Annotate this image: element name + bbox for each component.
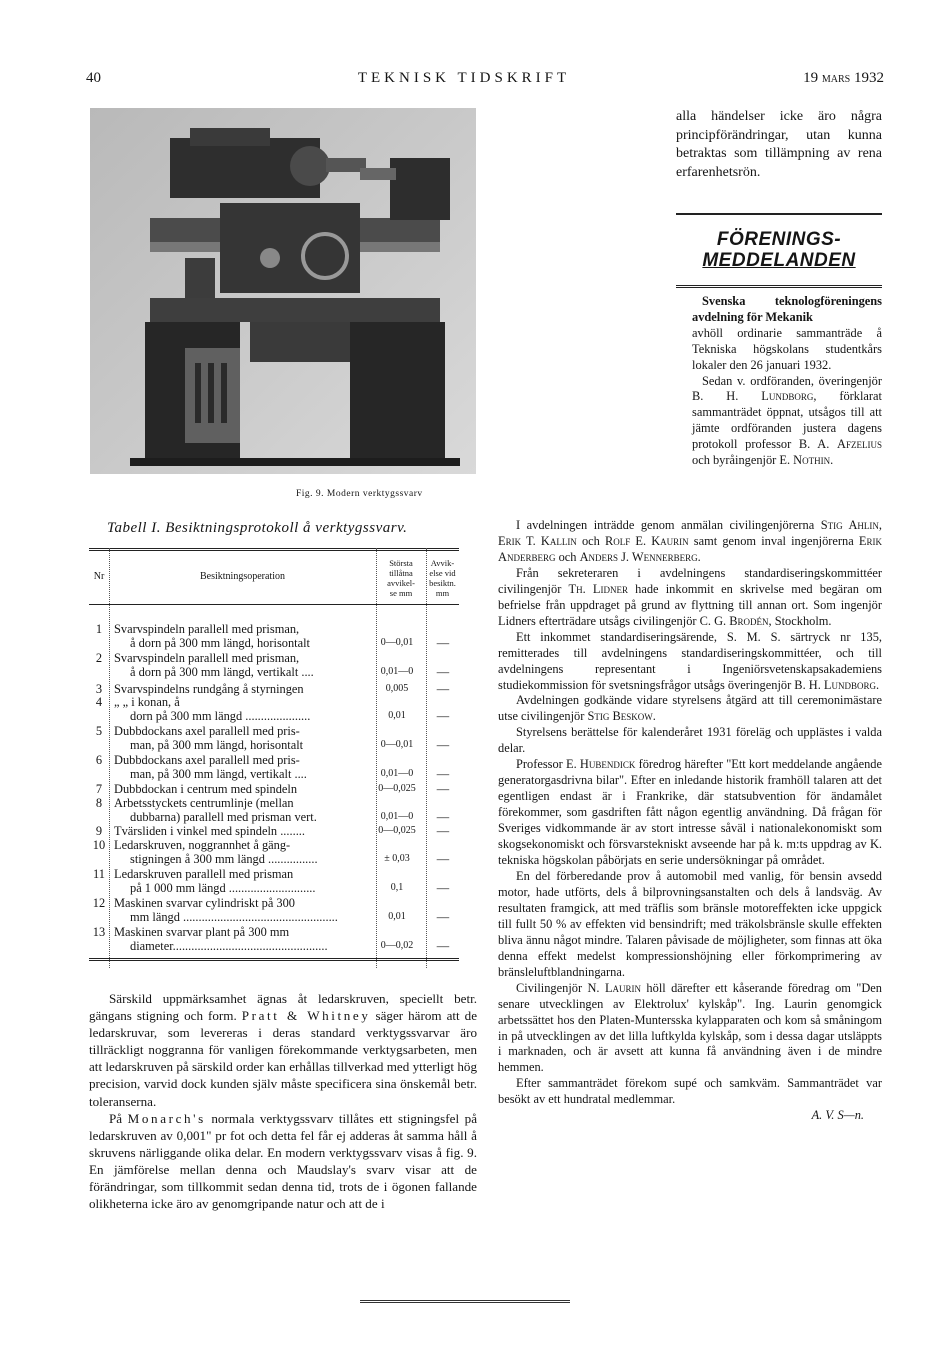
row-number: 9 — [95, 824, 103, 838]
paragraph: Efter sammanträdet förekom supé och samkväm. Sammanträdet var besökt av ett hundratal medlemmar. — [498, 1076, 882, 1107]
person-name: Stig Ahlin, Erik T. Kallin — [498, 518, 882, 548]
header-dev-line: else vid — [429, 568, 456, 578]
tolerance-value: 0,01 — [388, 710, 406, 722]
deviation-value: — — [436, 810, 450, 825]
company-name: Pratt & Whitney — [241, 1008, 371, 1024]
inspection-table — [89, 548, 459, 968]
issue-date — [803, 70, 884, 87]
text-run: hade inkommit en skrivelse med begäran om befrielse från uppdraget på grund av flyttning till annan ort. Som ingenjör Lidners efterträdare utsågs civilingenjör C. G. — [498, 581, 882, 628]
text-run: Särskild uppmärksamhet ägnas åt ledarskruven, speciellt betr. gängans stigning och form. — [89, 991, 477, 1024]
row-operation — [114, 824, 376, 838]
closing-rule — [360, 1300, 570, 1303]
deviation-value: — — [436, 910, 450, 925]
header-tolerance — [376, 558, 426, 598]
text-run: Från sekreteraren i avdelningens standardiseringskommittéer civilingenjör — [498, 565, 882, 596]
section-heading-line: MEDDELANDEN — [702, 250, 856, 271]
tolerance-value: 0—0,025 — [378, 783, 416, 794]
operation-line: Svarvspindelns rundgång å styrningen — [114, 682, 304, 696]
lathe-photo — [90, 108, 476, 474]
deviation-value: — — [436, 709, 450, 724]
header-tol-line: Största — [389, 558, 413, 568]
operation-line: stigningen å 300 mm längd ................ — [130, 852, 318, 867]
header-tol-line: tillåtna — [389, 568, 413, 578]
figure-caption: Fig. 9. Modern verktygssvarv — [296, 489, 423, 499]
operation-line: Dubbdockans axel parallell med pris- — [114, 724, 300, 738]
person-name: Nothin. — [793, 453, 834, 468]
tolerance-value: 0—0,01 — [380, 637, 414, 649]
tolerance-value: 0,005 — [385, 683, 409, 694]
row-operation — [114, 622, 376, 651]
operation-line: Ledarskruven parallell med prisman — [114, 867, 294, 881]
date-year: 1932 — [854, 70, 884, 86]
row-number: 13 — [92, 925, 106, 939]
text-run: Stockholm. — [774, 613, 832, 628]
operation-line: Arbetsstyckets centrumlinje (mellan — [114, 796, 294, 810]
tolerance-value: 0,01 — [388, 911, 406, 923]
person-name: Brodén, — [729, 613, 772, 628]
row-operation — [114, 651, 376, 680]
operation-line: man, på 300 mm längd, vertikalt .... — [130, 767, 307, 782]
text-run: samt genom inval ingenjörerna — [693, 533, 854, 548]
row-operation — [114, 896, 376, 925]
paragraph — [498, 630, 882, 694]
row-number: 3 — [95, 682, 103, 696]
paragraph: En del förberedande prov å automobil med vanlig, för bensin avsedd motor, hade utförts, dels å bilprovningsanstalten och dels å landsväg. Av resultaten framgick, att med träflis som bränsle motoreffekten icke uppgick till fullt 50 % av effekten vid bensindrift; med träkolsbränsle skulle effekten bliva ännu något mindre. Talaren påvisade de möjligheter, som finnas att öka denna effekt medelst kompressionshöjning eller förkomprimering av bränsleluftblandningarna. — [498, 868, 882, 979]
header-tol-line: se mm — [389, 588, 413, 598]
person-name: Hubendick — [579, 757, 636, 772]
text-run: höll därefter ett kåserande föredrag om "Den senare utvecklingen av Elektrolux' kylskåp". Ing. Laurin genomgick arbetssättet hos den Platen-Muntersska kylapparaten och kom så småningom in på utvecklingen av det lilla luftkylda kylskåp, som i dessa dagar utsläppts i marknaden, och är avsett att kunna få användning även i de mindre hemmen. — [498, 980, 882, 1075]
deviation-value: — — [436, 881, 450, 896]
section-heading — [676, 229, 882, 271]
operation-line: Dubbdockans axel parallell med pris- — [114, 753, 300, 767]
header-nr: Nr — [93, 571, 105, 582]
operation-line: mm längd .................................................. — [130, 910, 338, 925]
deviation-value: — — [436, 682, 450, 696]
header-dev-line: Avvik- — [430, 558, 455, 568]
tolerance-value: 0—0,01 — [380, 739, 414, 751]
operation-line: dubbarna) parallell med prisman vert. — [130, 810, 317, 825]
operation-line: på 1 000 mm längd ............................ — [130, 881, 316, 896]
row-operation — [114, 782, 376, 796]
person-name: Anders J. Wennerberg. — [579, 549, 701, 564]
row-operation — [114, 724, 376, 753]
header-operation: Besiktningsoperation — [200, 571, 285, 582]
section-heading-line: FÖRENINGS- — [716, 229, 842, 250]
paragraph — [498, 981, 882, 1077]
text-run: och — [581, 533, 600, 548]
row-number: 12 — [92, 896, 106, 910]
row-operation — [114, 796, 376, 825]
header-dev-line: mm — [435, 588, 450, 598]
row-number: 10 — [92, 838, 106, 852]
text-run: I avdelningen inträdde genom anmälan civilingenjörerna — [516, 518, 815, 532]
row-operation — [114, 867, 376, 896]
tolerance-value: 0,1 — [390, 882, 404, 894]
page-number: 40 — [86, 70, 101, 86]
tolerance-value: 0,01—0 — [380, 811, 414, 823]
deviation-value: — — [436, 738, 450, 753]
tolerance-value: ± 0,03 — [384, 853, 410, 865]
operation-line: diameter.................................................. — [130, 939, 328, 954]
operation-line: Tvärsliden i vinkel med spindeln ........ — [114, 824, 305, 838]
tolerance-value: 0,01—0 — [380, 768, 414, 780]
company-name: Monarch's — [127, 1110, 206, 1126]
header-deviation — [426, 558, 459, 598]
row-number: 7 — [95, 782, 103, 796]
society-notice — [692, 294, 882, 469]
paragraph: avhöll ordinarie sammanträde å Tekniska högskolans studentkårs lokaler den 26 januari 1932. — [692, 325, 882, 372]
deviation-value: — — [436, 782, 450, 796]
text-run: På — [109, 1110, 123, 1126]
meeting-report — [498, 518, 882, 1124]
date-month: mars — [821, 71, 851, 86]
person-name: Erik Anderberg — [498, 533, 882, 564]
table-title: Tabell I. Besiktningsprotokoll å verktygssvarv. — [107, 520, 408, 536]
row-operation — [114, 925, 376, 954]
row-number: 1 — [95, 622, 103, 636]
tolerance-value: 0,01—0 — [380, 666, 414, 678]
text-run: föredrog härefter "Ett kort meddelande angående generatorgasdrivna bilar". Efter en inledande historik framhöll talaren att det egentligen endast är i Frankrike, där statsubvention för ändamålet förekommer, som gasdriften fått någon egentlig användning. Då frågan för Sveriges vidkommande är av stort intresse såväl i nationalekonomiskt som skogsekonomiskt och försvarstekniskt avseende har på k. m:ts uppdrag av K. tekniska högskolan påbörjats en serie undersökningar på området. — [498, 757, 882, 868]
text-run: Sedan v. ordföranden, överingenjör B. H. — [692, 373, 882, 404]
row-number: 5 — [95, 724, 103, 738]
person-name: Th. Lidner — [568, 581, 628, 596]
deviation-value: — — [436, 767, 450, 782]
deviation-value: — — [436, 824, 450, 838]
operation-line: „ „ i konan, å — [114, 695, 180, 709]
person-name: Rolf E. Kaurin — [604, 533, 689, 548]
paragraph: Styrelsens berättelse för kalenderåret 1931 föreläg och upplästes i valda delar. — [498, 725, 882, 756]
text-run: Professor E. — [516, 757, 577, 772]
paragraph — [89, 990, 477, 1110]
operation-line: å dorn på 300 mm längd, vertikalt .... — [130, 665, 314, 680]
text-run: normala verktygssvarv tillåtes ett stigningsfel på ledarskruven av 0,001" pr fot och detta fel får ej adderas åt samma håll å skruvens närliggande olika delar. En modern verktygssvarv visas å fig. 9. En jämförelse mellan denna och Maudslay's svarv visar att de förändringar, som tillkommit sedan denna tid, trots de i ögonen fallande olikheterna icke äro av genomgripande natur och att de i — [89, 1110, 478, 1212]
header-dev-line: besiktn. — [429, 578, 456, 588]
text-run: förklarat sammanträdet öppnat, utsågos till att jämte ordföranden justera dagens protokoll professor B. A. — [692, 389, 882, 452]
paragraph — [498, 518, 882, 566]
deviation-value: — — [436, 636, 450, 651]
text-run: Civilingenjör N. — [516, 980, 600, 995]
notice-lead: Svenska teknologföreningens avdelning för Mekanik — [692, 294, 882, 324]
text-run: Avdelningen godkände vidare styrelsens åtgärd att till ceremonimästare utse civilingenjör — [498, 693, 882, 724]
person-name: Lundborg, — [761, 389, 817, 404]
paragraph — [692, 374, 882, 469]
operation-line: Svarvspindeln parallell med prisman, — [114, 622, 300, 636]
header-tol-line: avvikel- — [387, 578, 415, 588]
text-run: och — [558, 549, 577, 564]
row-operation — [114, 695, 376, 724]
person-name: Stig Beskow. — [587, 709, 656, 724]
paragraph — [498, 693, 882, 725]
row-operation — [114, 753, 376, 782]
deviation-value: — — [436, 852, 450, 867]
text-run: säger härom att de ledarskruvar, som levereras i deras standard verktygssvarvar äro tillräckligt noggranna för vanligen förekommande verktygsarbeten, men att ledarskruven på särskild order kan erhållas tillverkad med ytterligt hög precision, varvid dock kunden själv måste specificera sina önskemål betr. toleranserna. — [89, 1008, 478, 1109]
row-operation — [114, 838, 376, 867]
section-heading-box — [676, 213, 882, 288]
text-run: och byråingenjör E. — [692, 453, 791, 468]
person-name: Lundborg. — [823, 677, 880, 692]
row-number: 11 — [93, 867, 105, 881]
deviation-value: — — [436, 665, 450, 680]
tolerance-value: 0—0,025 — [378, 825, 416, 836]
text-run: Ett inkommet standardiseringsärende, S. M. S. särtryck nr 135, remitterades till avdelningens standardiseringskommittéer, och till avdelningens representant i Ingeniörsvetenskapsakademiens studiekommission för svetsningsfrågor utsågs överingenjör B. H. — [498, 629, 882, 692]
tolerance-value: 0—0,02 — [380, 940, 414, 952]
operation-line: Maskinen svarvar plant på 300 mm — [114, 925, 290, 939]
operation-line: Svarvspindeln parallell med prisman, — [114, 651, 300, 665]
journal-title: TEKNISK TIDSKRIFT — [357, 70, 571, 86]
left-column-text — [89, 990, 477, 1212]
continued-text: alla händelser icke äro några principförändringar, utan kunna betraktas som tillämpning av rena erfarenhetsrön. — [676, 109, 882, 180]
row-number: 6 — [95, 753, 103, 767]
paragraph — [498, 566, 882, 630]
deviation-value: — — [436, 939, 450, 954]
signature: A. V. S—n. — [811, 1108, 864, 1123]
paragraph — [498, 757, 882, 869]
operation-line: Dubbdockan i centrum med spindeln — [114, 782, 298, 796]
person-name: Laurin — [604, 980, 642, 995]
paragraph — [89, 1110, 477, 1213]
operation-line: man, på 300 mm längd, horisontalt — [130, 738, 304, 753]
row-number: 2 — [95, 651, 103, 665]
row-number: 8 — [95, 796, 103, 810]
date-day: 19 — [803, 70, 819, 86]
operation-line: dorn på 300 mm längd ..................... — [130, 709, 311, 724]
person-name: Afzelius — [837, 437, 882, 452]
operation-line: Maskinen svarvar cylindriskt på 300 — [114, 896, 296, 910]
row-number: 4 — [95, 695, 103, 709]
operation-line: å dorn på 300 mm längd, horisontalt — [130, 636, 310, 651]
operation-line: Ledarskruven, noggrannhet å gäng- — [114, 838, 291, 852]
